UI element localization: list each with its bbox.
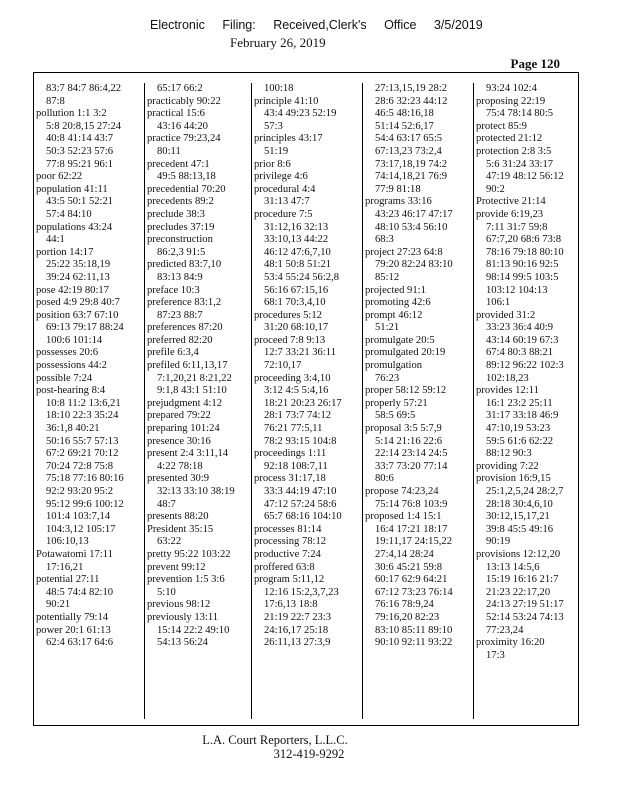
index-entry: prompt 46:12 [365, 309, 423, 321]
index-page-refs: 7:11 31:7 59:8 [486, 221, 548, 233]
index-page-refs: 36:1,8 40:21 [46, 423, 100, 435]
index-entry: promulgated 20:19 [365, 347, 446, 359]
index-entry: practicably 90:22 [147, 95, 221, 107]
index-page-refs: 24:16,17 25:18 [264, 624, 329, 636]
index-page-refs: 106:10,13 [46, 536, 89, 548]
index-page-refs: 5:6 31:24 33:17 [486, 158, 554, 170]
index-entry: preferred 82:20 [147, 334, 213, 346]
index-page-refs: 51:19 [264, 145, 289, 157]
index-entry: Potawatomi 17:11 [36, 548, 113, 560]
index-entry: proposed 1:4 15:1 [365, 511, 442, 523]
index-entry: poor 62:22 [36, 171, 83, 183]
index-page-refs: 51:14 52:6,17 [375, 120, 434, 132]
index-page-refs: 43:16 44:20 [157, 120, 208, 132]
index-page-refs: 72:10,17 [264, 360, 302, 372]
index-entry: possessions 44:2 [36, 360, 107, 372]
index-entry: previous 98:12 [147, 599, 211, 611]
index-page-refs: 79:16,20 82:23 [375, 611, 440, 623]
index-page-refs: 19:11,17 24:15,22 [375, 536, 453, 548]
index-entry: power 20:1 61:13 [36, 624, 111, 636]
index-page-refs: 87:23 88:7 [157, 309, 203, 321]
index-page-refs: 77:23,24 [486, 624, 524, 636]
index-entry: provides 12:11 [476, 385, 539, 397]
index-page-refs: 10:8 11:2 13:6,21 [46, 397, 121, 409]
filing-word-2: Filing: [222, 18, 256, 32]
index-page-refs: 39:24 62:11,13 [46, 271, 110, 283]
index-page-refs: 4:22 78:18 [157, 460, 203, 472]
index-entry: protection 2:8 3:5 [476, 145, 552, 157]
index-entry: protect 85:9 [476, 120, 527, 132]
index-page-refs: 48:1 50:8 51:21 [264, 259, 332, 271]
index-page-refs: 28:1 73:7 74:12 [264, 410, 332, 422]
index-page-refs: 31:13 47:7 [264, 196, 310, 208]
index-entry: predicted 83:7,10 [147, 259, 222, 271]
index-page-refs: 77:8 95:21 96:1 [46, 158, 114, 170]
index-page-refs: 17:16,21 [46, 561, 84, 573]
index-page-refs: 77:9 81:18 [375, 183, 421, 195]
index-entry: programs 33:16 [365, 196, 432, 208]
filing-word-1: Electronic [150, 18, 205, 32]
index-page-refs: 62:4 63:17 64:6 [46, 637, 114, 649]
index-entry: preparing 101:24 [147, 423, 220, 435]
index-entry: properly 57:21 [365, 397, 428, 409]
index-page-refs: 7:1,20,21 8:21,22 [157, 372, 232, 384]
index-page-refs: 63:22 [157, 536, 182, 548]
index-entry: Protective 21:14 [476, 196, 546, 208]
index-page-refs: 75:4 78:14 80:5 [486, 108, 554, 120]
index-entry: protected 21:12 [476, 133, 543, 145]
index-entry: providing 7:22 [476, 460, 539, 472]
index-page-refs: 17:6,13 18:8 [264, 599, 318, 611]
index-page-refs: 58:5 69:5 [375, 410, 416, 422]
index-entry: presented 30:9 [147, 473, 210, 485]
index-page-refs: 89:12 96:22 102:3 [486, 360, 564, 372]
index-entry: pretty 95:22 103:22 [147, 548, 231, 560]
index-entry: procedural 4:4 [254, 183, 316, 195]
index-entry: previously 13:11 [147, 611, 219, 623]
index-page-refs: 18:21 20:23 26:17 [264, 397, 342, 409]
index-page-refs: 48:5 74:4 82:10 [46, 586, 114, 598]
index-page-refs: 76:23 [375, 372, 400, 384]
index-entry: presence 30:16 [147, 435, 211, 447]
index-entry: pollution 1:1 3:2 [36, 108, 107, 120]
index-page-refs: 90:2 [486, 183, 505, 195]
index-page-refs: 100:6 101:14 [46, 334, 103, 346]
index-column-2 [145, 83, 252, 719]
index-entry: processing 78:12 [254, 536, 327, 548]
index-page-refs: 67:12 73:23 76:14 [375, 586, 453, 598]
index-frame [33, 72, 579, 726]
index-page-refs: 47:10,19 53:23 [486, 423, 551, 435]
index-entry: possible 7:24 [36, 372, 93, 384]
index-page-refs: 24:13 27:19 51:17 [486, 599, 564, 611]
index-entry: possesses 20:6 [36, 347, 99, 359]
filing-word-3: Received,Clerk's [273, 18, 367, 32]
index-entry: prevention 1:5 3:6 [147, 574, 225, 586]
index-entry: promoting 42:6 [365, 297, 431, 309]
index-page-refs: 15:19 16:16 21:7 [486, 574, 559, 586]
index-page-refs: 68:1 70:3,4,10 [264, 297, 326, 309]
index-entry: preconstruction [147, 234, 213, 246]
index-entry: proposal 3:5 5:7,9 [365, 423, 442, 435]
index-entry: promulgation [365, 360, 423, 372]
index-entry: proffered 63:8 [254, 561, 315, 573]
index-page-refs: 65:17 66:2 [157, 83, 203, 94]
index-page-refs: 104:3,12 105:17 [46, 523, 116, 535]
index-entry: provided 31:2 [476, 309, 536, 321]
index-page-refs: 73:17,18,19 74:2 [375, 158, 448, 170]
index-page-refs: 33:23 36:4 40:9 [486, 322, 554, 334]
index-entry: precedent 47:1 [147, 158, 210, 170]
index-entry: population 41:11 [36, 183, 108, 195]
reporter-footer [0, 733, 618, 761]
index-column-5 [474, 83, 580, 719]
index-page-refs: 87:8 [46, 95, 65, 107]
index-page-refs: 16:4 17:21 18:17 [375, 523, 448, 535]
index-entry: prevent 99:12 [147, 561, 206, 573]
index-page-refs: 50:3 52:23 57:6 [46, 145, 114, 157]
index-page-refs: 86:2,3 91:5 [157, 246, 206, 258]
index-page-refs: 31:12,16 32:13 [264, 221, 329, 233]
index-entry: prefiled 6:11,13,17 [147, 360, 228, 372]
index-page-refs: 3:12 4:5 5:4,16 [264, 385, 329, 397]
index-page-refs: 22:14 23:14 24:5 [375, 448, 448, 460]
index-entry: present 2:4 3:11,14 [147, 448, 229, 460]
index-page-refs: 68:3 [375, 234, 394, 246]
index-page-refs: 67:7,20 68:6 73:8 [486, 234, 562, 246]
index-page-refs: 43:14 60:19 67:3 [486, 334, 559, 346]
index-page-refs: 92:18 108:7,11 [264, 460, 328, 472]
index-entry: proceedings 1:11 [254, 448, 327, 460]
index-page-refs: 47:19 48:12 56:12 [486, 171, 564, 183]
index-page-refs: 21:19 22:7 23:3 [264, 611, 332, 623]
index-page-refs: 49:5 88:13,18 [157, 171, 216, 183]
index-page-refs: 27:13,15,19 28:2 [375, 83, 448, 94]
index-page-refs: 15:14 22:2 49:10 [157, 624, 230, 636]
index-page-refs: 32:13 33:10 38:19 [157, 486, 235, 497]
index-page-refs: 17:3 [486, 649, 505, 661]
index-page-refs: 78:16 79:18 80:10 [486, 246, 564, 258]
index-entry: portion 14:17 [36, 246, 94, 258]
index-entry: prior 8:6 [254, 158, 291, 170]
index-page-refs: 92:2 93:20 95:2 [46, 486, 114, 497]
index-page-refs: 103:12 104:13 [486, 284, 548, 296]
hearing-date: February 26, 2019 [230, 35, 326, 50]
index-page-refs: 18:10 22:3 35:24 [46, 410, 119, 422]
index-entry: processes 81:14 [254, 523, 322, 535]
index-column-4 [363, 83, 474, 719]
index-page-refs: 48:7 [157, 498, 176, 510]
index-entry: procedure 7:5 [254, 208, 313, 220]
index-page-refs: 5:8 20:8,15 27:24 [46, 120, 122, 132]
index-page-refs: 88:12 90:3 [486, 448, 532, 460]
index-page-refs: 98:14 99:5 103:5 [486, 271, 559, 283]
index-column-1 [34, 83, 145, 719]
index-entry: proposing 22:19 [476, 95, 546, 107]
index-page-refs: 31:17 33:18 46:9 [486, 410, 559, 422]
index-entry: privilege 4:6 [254, 171, 308, 183]
index-page-refs: 13:13 14:5,6 [486, 561, 540, 573]
index-page-refs: 95:12 99:6 100:12 [46, 498, 124, 510]
index-entry: preference 83:1,2 [147, 297, 222, 309]
index-page-refs: 53:4 55:24 56:2,8 [264, 271, 340, 283]
index-page-refs: 93:24 102:4 [486, 83, 537, 94]
index-page-refs: 65:7 68:16 104:10 [264, 511, 342, 523]
index-page-refs: 28:6 32:23 44:12 [375, 95, 448, 107]
index-page-refs: 60:17 62:9 64:21 [375, 574, 448, 586]
index-page-refs: 47:12 57:24 58:6 [264, 498, 337, 510]
index-entry: process 31:17,18 [254, 473, 326, 485]
index-entry: precedents 89:2 [147, 196, 214, 208]
index-page-refs: 102:18,23 [486, 372, 529, 384]
index-entry: proceeding 3:4,10 [254, 372, 331, 384]
index-entry: position 63:7 67:10 [36, 309, 119, 321]
index-entry: promulgate 20:5 [365, 334, 435, 346]
index-page-refs: 75:14 76:8 103:9 [375, 498, 448, 510]
index-page-refs: 90:10 92:11 93:22 [375, 637, 453, 649]
index-entry: provision 16:9,15 [476, 473, 551, 485]
index-entry: preferences 87:20 [147, 322, 223, 334]
index-page-refs: 33:10,13 44:22 [264, 234, 329, 246]
index-page-refs: 44:1 [46, 234, 65, 246]
index-entry: preclude 38:3 [147, 208, 205, 220]
index-page-refs: 9:1,8 43:1 51:10 [157, 385, 227, 397]
index-page-refs: 43:5 50:1 52:21 [46, 196, 114, 208]
index-entry: principles 43:17 [254, 133, 323, 145]
index-entry: practice 79:23,24 [147, 133, 221, 145]
index-page-refs: 80:6 [375, 473, 394, 485]
index-page-refs: 30:12,15,17,21 [486, 511, 550, 523]
index-page-refs: 5:10 [157, 586, 176, 598]
index-entry: program 5:11,12 [254, 574, 325, 586]
index-entry: propose 74:23,24 [365, 486, 439, 497]
index-entry: proximity 16:20 [476, 637, 545, 649]
index-page-refs: 27:4,14 28:24 [375, 548, 434, 560]
index-page-refs: 43:4 49:23 52:19 [264, 108, 337, 120]
index-page-refs: 43:23 46:17 47:17 [375, 208, 453, 220]
index-page-refs: 67:4 80:3 88:21 [486, 347, 554, 359]
index-page-refs: 56:16 67:15,16 [264, 284, 329, 296]
index-entry: potential 27:11 [36, 574, 100, 586]
reporter-name: L.A. Court Reporters, L.L.C. [202, 733, 348, 747]
index-entry: proper 58:12 59:12 [365, 385, 447, 397]
index-page-refs: 50:16 55:7 57:13 [46, 435, 119, 447]
index-page-refs: 21:23 22:17,20 [486, 586, 551, 598]
index-page-refs: 79:20 82:24 83:10 [375, 259, 453, 271]
index-page-refs: 90:21 [46, 599, 71, 611]
index-entry: project 27:23 64:8 [365, 246, 443, 258]
index-page-refs: 33:3 44:19 47:10 [264, 486, 337, 497]
index-page-refs: 83:7 84:7 86:4,22 [46, 83, 122, 94]
index-page-refs: 5:14 21:16 22:6 [375, 435, 443, 447]
index-page-refs: 90:19 [486, 536, 511, 548]
index-page-refs: 25:22 35:18,19 [46, 259, 111, 271]
index-page-refs: 76:16 78:9,24 [375, 599, 434, 611]
index-page-refs: 39:8 45:5 49:16 [486, 523, 554, 535]
index-entry: prejudgment 4:12 [147, 397, 223, 409]
index-entry: precludes 37:19 [147, 221, 215, 233]
index-page-refs: 69:13 79:17 88:24 [46, 322, 124, 334]
index-page-refs: 83:13 84:9 [157, 271, 203, 283]
index-entry: populations 43:24 [36, 221, 113, 233]
index-page-refs: 70:24 72:8 75:8 [46, 460, 114, 472]
index-entry: practical 15:6 [147, 108, 205, 120]
index-page-refs: 83:10 85:11 89:10 [375, 624, 453, 636]
index-entry: procedures 5:12 [254, 309, 322, 321]
filing-stamp-line [150, 18, 497, 32]
index-page-refs: 54:4 63:17 65:5 [375, 133, 443, 145]
index-page-refs: 16:1 23:2 25:11 [486, 397, 553, 409]
reporter-phone: 312-419-9292 [273, 747, 345, 761]
index-entry: provisions 12:12,20 [476, 548, 561, 560]
index-page-refs: 81:13 90:16 92:5 [486, 259, 559, 271]
index-entry: prefile 6:3,4 [147, 347, 199, 359]
index-page-refs: 25:1,2,5,24 28:2,7 [486, 486, 564, 497]
index-page-refs: 46:12 47:6,7,10 [264, 246, 331, 258]
index-entry: potentially 79:14 [36, 611, 109, 623]
index-entry: precedential 70:20 [147, 183, 226, 195]
index-page-refs: 51:21 [375, 322, 400, 334]
page-number: Page 120 [510, 56, 560, 71]
index-page-refs: 48:10 53:4 56:10 [375, 221, 448, 233]
index-entry: productive 7:24 [254, 548, 321, 560]
index-page-refs: 57:4 84:10 [46, 208, 92, 220]
index-page-refs: 76:21 77:5,11 [264, 423, 323, 435]
index-page-refs: 28:18 30:4,6,10 [486, 498, 553, 510]
index-entry: preface 10:3 [147, 284, 200, 296]
index-page-refs: 59:5 61:6 62:22 [486, 435, 554, 447]
index-entry: projected 91:1 [365, 284, 426, 296]
index-page-refs: 67:13,23 73:2,4 [375, 145, 442, 157]
index-page-refs: 40:8 41:14 43:7 [46, 133, 114, 145]
index-page-refs: 74:14,18,21 76:9 [375, 171, 448, 183]
index-page-refs: 100:18 [264, 83, 294, 94]
index-page-refs: 75:18 77:16 80:16 [46, 473, 124, 485]
index-entry: pose 42:19 80:17 [36, 284, 109, 296]
index-entry: proceed 7:8 9:13 [254, 334, 326, 346]
index-page-refs: 26:11,13 27:3,9 [264, 637, 331, 649]
index-page-refs: 12:7 33:21 36:11 [264, 347, 336, 359]
index-entry: President 35:15 [147, 523, 214, 535]
index-page-refs: 46:5 48:16,18 [375, 108, 434, 120]
index-page-refs: 101:4 103:7,14 [46, 511, 111, 523]
index-entry: post-hearing 8:4 [36, 385, 106, 397]
index-page-refs: 78:2 93:15 104:8 [264, 435, 337, 447]
index-page-refs: 80:11 [157, 145, 181, 157]
index-column-3 [252, 83, 363, 719]
index-page-refs: 106:1 [486, 297, 511, 309]
index-page-refs: 33:7 73:20 77:14 [375, 460, 448, 472]
index-page-refs: 12:16 15:2,3,7,23 [264, 586, 339, 598]
index-entry: provide 6:19,23 [476, 208, 544, 220]
index-page-refs: 85:12 [375, 271, 400, 283]
index-page-refs: 52:14 53:24 74:13 [486, 611, 564, 623]
index-page-refs: 31:20 68:10,17 [264, 322, 329, 334]
index-entry: prepared 79:22 [147, 410, 211, 422]
index-page-refs: 57:3 [264, 120, 283, 132]
index-page-refs: 67:2 69:21 70:12 [46, 448, 119, 460]
filing-word-4: Office [384, 18, 417, 32]
index-page-refs: 30:6 45:21 59:8 [375, 561, 443, 573]
filing-word-5: 3/5/2019 [433, 18, 483, 32]
index-entry: principle 41:10 [254, 95, 319, 107]
index-page-refs: 54:13 56:24 [157, 637, 208, 649]
index-entry: posed 4:9 29:8 40:7 [36, 297, 120, 309]
index-entry: presents 88:20 [147, 511, 209, 523]
